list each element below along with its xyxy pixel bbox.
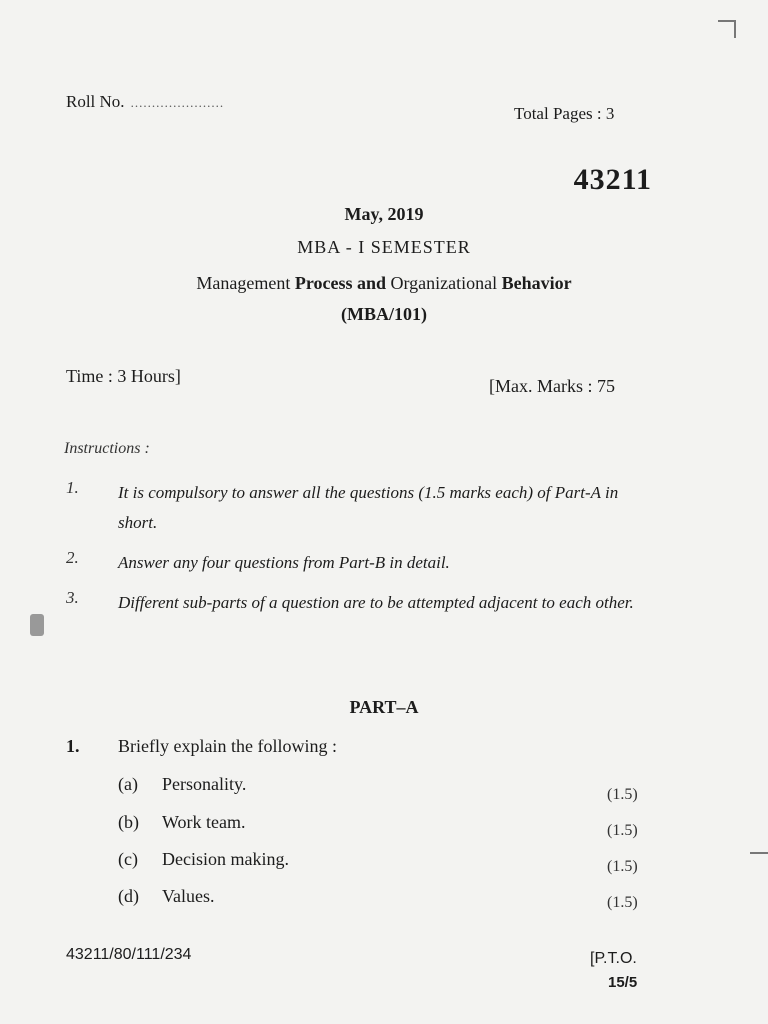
- sub-question-text: Decision making.: [162, 849, 289, 869]
- sub-question-marks: (1.5): [607, 786, 638, 803]
- semester: MBA - I SEMESTER: [297, 237, 471, 257]
- sub-question: [118, 774, 246, 795]
- instruction-number: 2.: [66, 548, 79, 567]
- exam-date: May, 2019: [344, 204, 424, 224]
- instructions-heading: Instructions :: [64, 440, 150, 457]
- sub-question-label: (d): [118, 886, 139, 906]
- question-text: Briefly explain the following :: [118, 736, 337, 756]
- instruction-number: 3.: [66, 588, 79, 607]
- sub-question-text: Work team.: [162, 812, 246, 832]
- scan-mark: [750, 852, 768, 854]
- paper-code: 43211: [573, 163, 652, 196]
- footer-paper-code: 43211/80/111/234: [66, 946, 192, 963]
- sub-question-marks: (1.5): [607, 822, 638, 839]
- total-pages: Total Pages : 3: [514, 104, 615, 123]
- roll-dots: ......................: [130, 95, 225, 110]
- subject-word: Organizational: [390, 273, 498, 293]
- sub-question: [118, 886, 215, 907]
- sub-question: [118, 849, 289, 870]
- scan-mark: [30, 614, 44, 636]
- sub-question-label: (a): [118, 774, 138, 794]
- sub-question-text: Personality.: [162, 774, 247, 794]
- sub-question-label: (c): [118, 849, 138, 869]
- subject-word: Behavior: [501, 273, 572, 293]
- instruction-text: It is compulsory to answer all the questions (1.5 marks each) of Part-A in short.: [118, 483, 619, 532]
- scan-mark: [734, 20, 736, 38]
- subject-title: [0, 273, 768, 294]
- instruction-text: Different sub-parts of a question are to be attempted adjacent to each other.: [118, 593, 634, 612]
- pto-label: [P.T.O.: [590, 950, 637, 967]
- sub-question-label: (b): [118, 812, 139, 832]
- instruction-text: Answer any four questions from Part-B in detail.: [118, 553, 450, 572]
- subject-word: Process and: [294, 273, 386, 293]
- roll-label: Roll No.: [66, 92, 125, 111]
- page-reference: 15/5: [608, 974, 638, 991]
- sub-question-text: Values.: [162, 886, 215, 906]
- part-title: PART–A: [349, 697, 419, 717]
- roll-number: [66, 92, 224, 112]
- sub-question: [118, 812, 246, 833]
- sub-question-marks: (1.5): [607, 858, 638, 875]
- course-code: (MBA/101): [341, 304, 427, 324]
- instruction-number: 1.: [66, 478, 79, 497]
- subject-word: Management: [196, 273, 291, 293]
- exam-time: Time : 3 Hours]: [66, 366, 181, 386]
- question-number: 1.: [66, 736, 80, 756]
- sub-question-marks: (1.5): [607, 894, 638, 911]
- max-marks: [Max. Marks : 75: [489, 376, 615, 396]
